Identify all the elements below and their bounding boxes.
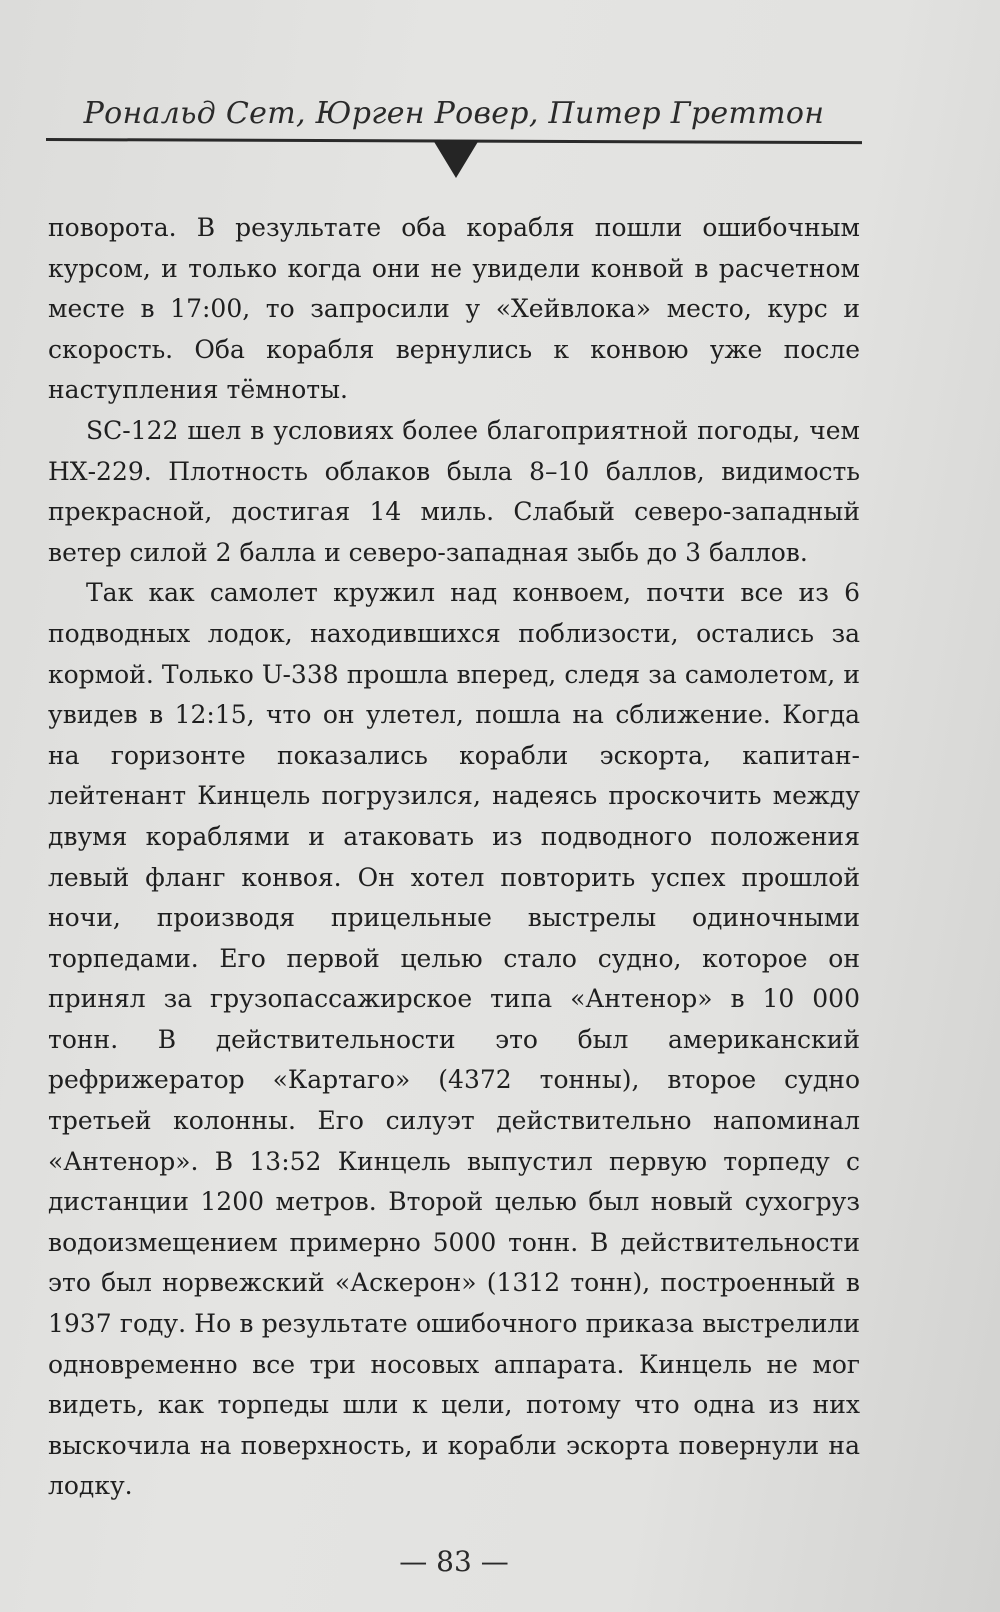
paragraph-3: Так как самолет кружил над конвоем, почти все из 6 подводных лодок, находившихся поблизости, остались за кормой. Только U-338 прошла вперед, следя за самолетом, и увидев в 12:15, что он улетел, пошла на сближение. Когда на горизонте показались корабли эскорта, капитан-лейтенант Кинцель погрузился, надеясь проскочить между двумя кораблями и атаковать из подводного положения левый фланг конвоя. Он хотел повторить успех прошлой ночи, производя прицельные выстрелы одиночными торпедами. Его первой целью стало судно, которое он принял за грузопассажирское типа «Антенор» в 10 000 тонн. В действительности это был американский рефрижератор «Картаго» (4372 тонны), второе судно третьей колонны. Его силуэт действительно напоминал «Антенор». В 13:52 Кинцель выпустил первую торпеду с дистанции 1200 метров. Второй целью был новый сухогруз водоизмещением примерно 5000 тонн. В действительности это был норвежский «Аскерон» (1312 тонн), построенный в 1937 году. Но в результате ошибочного приказа выстрелили одновременно все три носовых аппарата. Кинцель не мог видеть, как торпеды шли к цели, потому что одна из них выскочила на поверхность, и корабли эскорта повернули на лодку.	[48, 578, 860, 1501]
header-triangle-ornament	[433, 140, 479, 178]
page-body-text	[48, 208, 860, 1507]
paragraph-1: поворота. В результате оба корабля пошли ошибочным курсом, и только когда они не увидели конвой в расчетном месте в 17:00, то запросили у «Хейвлока» место, курс и скорость. Оба корабля вернулись к конвою уже после наступления тёмноты.	[48, 213, 860, 405]
page-number: — 83 —	[399, 1545, 509, 1578]
paragraph-2: SC-122 шел в условиях более благоприятной погоды, чем НХ-229. Плотность облаков была 8–10 баллов, видимость прекрасной, достигая 14 миль. Слабый северо-западный ветер силой 2 балла и северо-западная зыбь до 3 баллов.	[48, 415, 860, 567]
running-head-authors: Рональд Сет, Юрген Ровер, Питер Греттон	[83, 96, 825, 131]
